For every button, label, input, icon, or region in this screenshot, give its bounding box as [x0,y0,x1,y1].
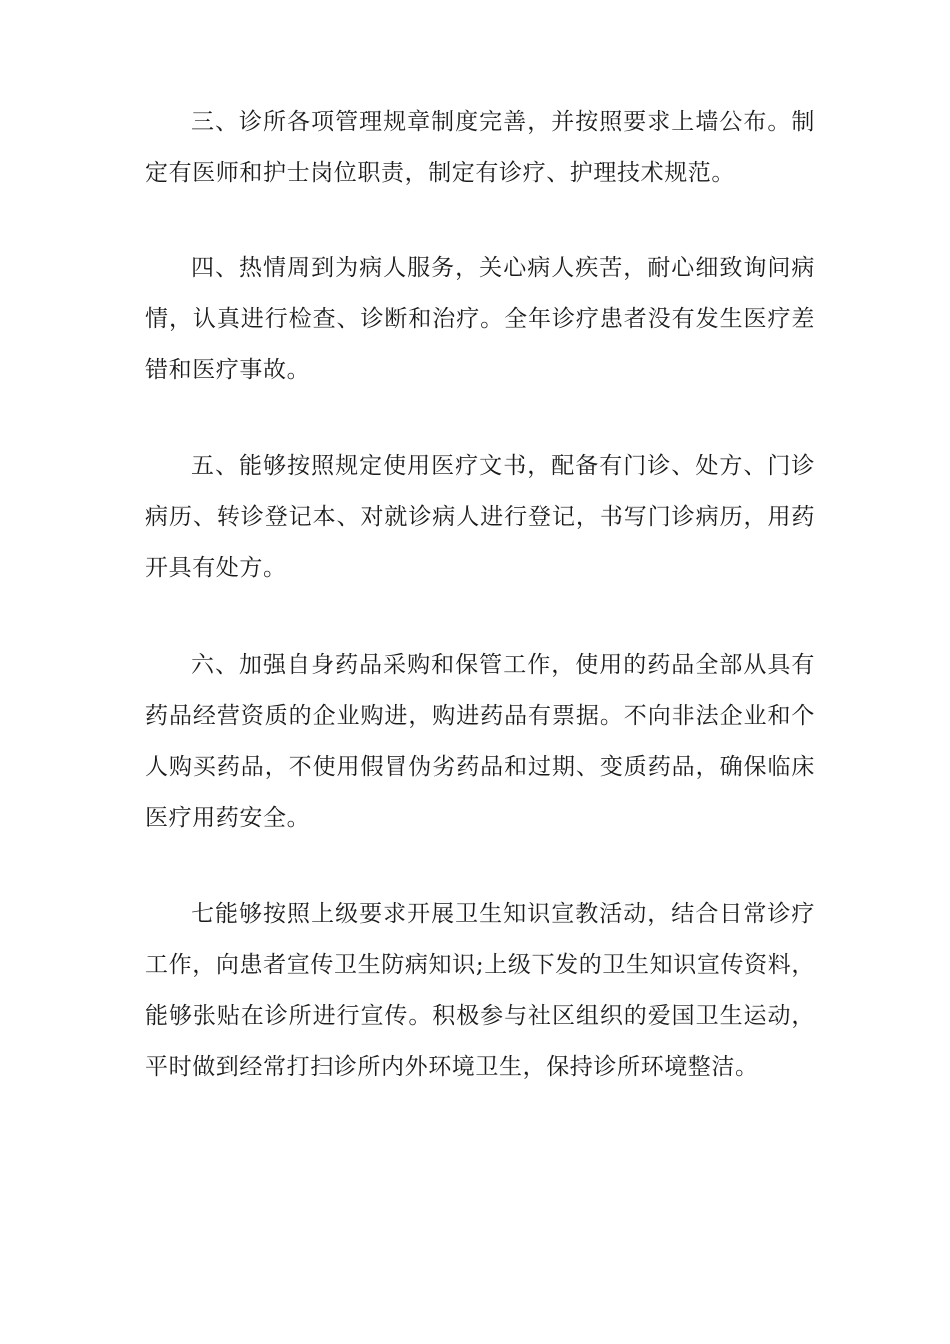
paragraph-seven: 七能够按照上级要求开展卫生知识宣教活动，结合日常诊疗工作，向患者宣传卫生防病知识;上级下发的卫生知识宣传资料，能够张贴在诊所进行宣传。积极参与社区组织的爱国卫生运动，平时做到经常打扫诊所内外环境卫生，保持诊所环境整洁。 [145,901,815,1080]
paragraph-four: 四、热情周到为病人服务，关心病人疾苦，耐心细致询问病情，认真进行检查、诊断和治疗。全年诊疗患者没有发生医疗差错和医疗事故。 [145,255,815,383]
paragraph-three: 三、诊所各项管理规章制度完善，并按照要求上墙公布。制定有医师和护士岗位职责，制定有诊疗、护理技术规范。 [145,109,815,186]
paragraph-six: 六、加强自身药品采购和保管工作，使用的药品全部从具有药品经营资质的企业购进，购进药品有票据。不向非法企业和个人购买药品，不使用假冒伪劣药品和过期、变质药品，确保临床医疗用药安全。 [145,652,815,831]
paragraph-five: 五、能够按照规定使用医疗文书，配备有门诊、处方、门诊病历、转诊登记本、对就诊病人进行登记，书写门诊病历，用药开具有处方。 [145,453,815,581]
